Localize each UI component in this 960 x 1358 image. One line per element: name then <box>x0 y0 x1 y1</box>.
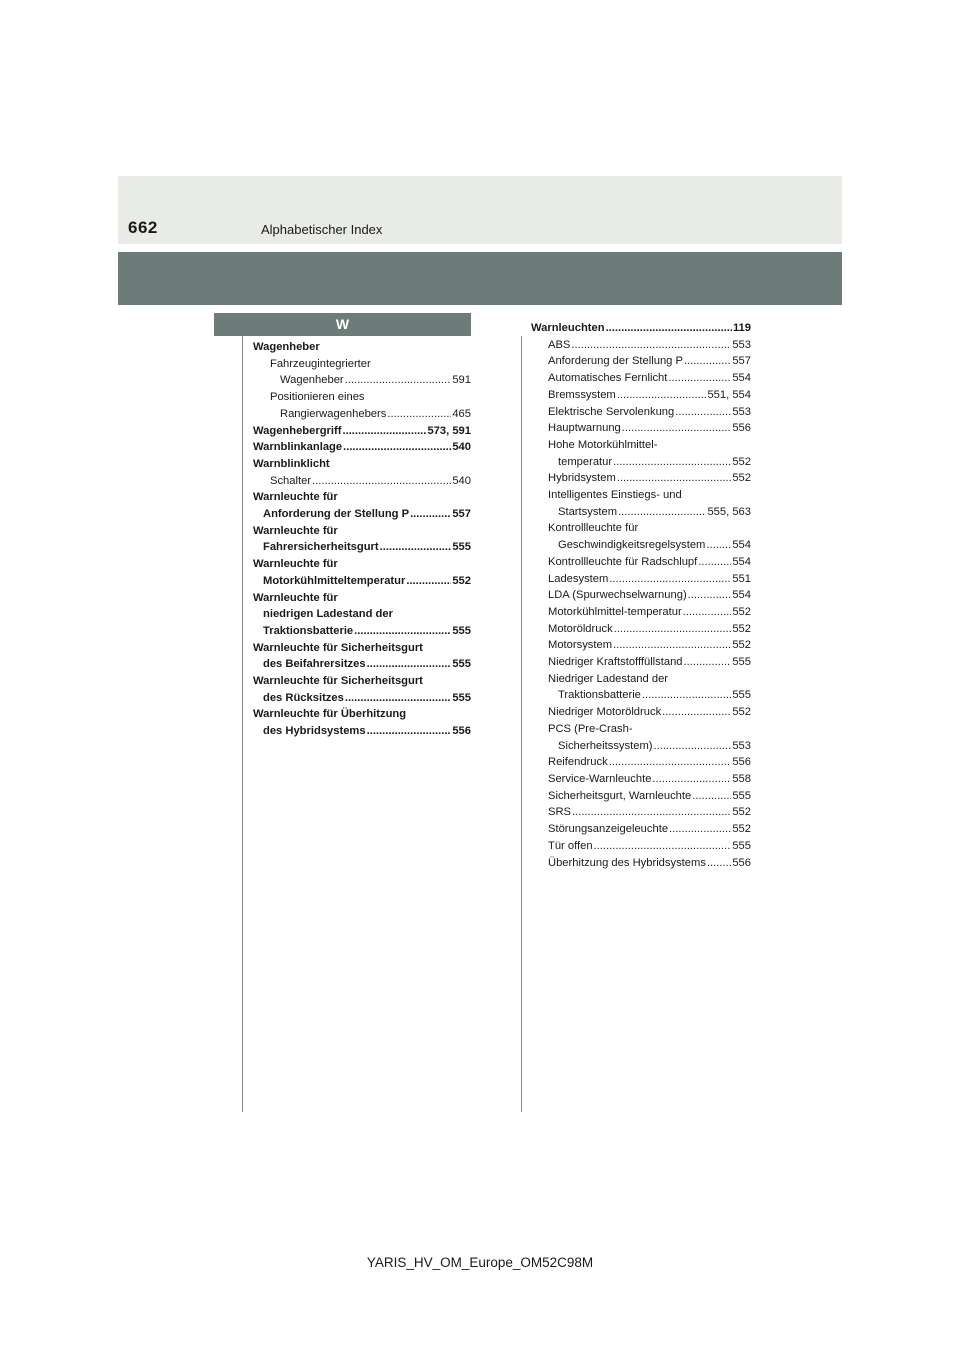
index-subentry-continuation <box>531 537 751 554</box>
entry-label: des Beifahrersitzes <box>263 658 366 671</box>
page-ref: 554 <box>732 539 751 552</box>
index-entry-continuation <box>253 623 471 640</box>
index-subentry <box>531 420 751 437</box>
index-subentry: Hohe Motorkühlmittel- <box>548 438 658 451</box>
page-ref: 540 <box>452 474 471 487</box>
page-ref: 553 <box>732 338 751 351</box>
page-ref: 554 <box>732 555 751 568</box>
index-subentry <box>531 788 751 805</box>
index-subentry <box>531 771 751 788</box>
page-ref: 556 <box>452 725 471 738</box>
index-subentry <box>531 554 751 571</box>
index-subentry <box>531 637 751 654</box>
index-subentry <box>531 804 751 821</box>
index-entry: Warnleuchte für <box>253 491 338 504</box>
entry-label: Fahrersicherheitsgurt <box>263 541 379 554</box>
dot-leader <box>675 404 731 421</box>
dot-leader <box>342 423 426 440</box>
index-entry-continuation <box>253 506 471 523</box>
entry-label: Wagenhebergriff <box>253 424 342 437</box>
dot-leader <box>614 621 732 638</box>
index-subentry <box>531 821 751 838</box>
dot-leader <box>312 473 451 490</box>
dot-leader <box>345 690 451 707</box>
dot-leader <box>622 420 732 437</box>
page-ref: 553 <box>732 739 751 752</box>
dot-leader <box>613 454 731 471</box>
page-ref: 555 <box>732 839 751 852</box>
index-subentry-continuation <box>531 738 751 755</box>
index-entry: Wagenheber <box>253 341 320 353</box>
dot-leader <box>684 353 731 370</box>
entry-label: Störungsanzeigeleuchte <box>548 823 669 836</box>
page-number: 662 <box>128 218 158 237</box>
entry-label: Automatisches Fernlicht <box>548 372 668 385</box>
page-ref: 119 <box>732 322 751 334</box>
page-ref: 555 <box>732 656 751 669</box>
dot-leader <box>698 554 731 571</box>
index-entry: Warnleuchte für Sicherheitsgurt <box>253 675 423 688</box>
left-index-column <box>253 339 471 740</box>
index-subentry: Kontrollleuchte für <box>548 522 639 535</box>
dot-leader <box>343 439 451 456</box>
index-entry-continuation <box>253 656 471 673</box>
entry-label: Motorsystem <box>548 639 613 652</box>
dot-leader <box>594 838 732 855</box>
page-ref: 555 <box>732 689 751 702</box>
page-ref: 555 <box>452 691 471 704</box>
index-subentry <box>253 406 471 423</box>
dot-leader <box>618 504 706 521</box>
letter-heading: W <box>214 313 471 336</box>
dot-leader <box>345 372 452 389</box>
index-subentry <box>253 473 471 490</box>
dot-leader <box>706 537 731 554</box>
dot-leader <box>572 804 731 821</box>
entry-label: Traktionsbatterie <box>263 624 354 637</box>
dot-leader <box>380 539 452 556</box>
entry-label: Anforderung der Stellung P <box>263 508 410 521</box>
dot-leader <box>410 506 451 523</box>
page-ref: 551 <box>732 572 751 585</box>
entry-label: Motorkühlmitteltemperatur <box>263 574 406 587</box>
right-column-divider <box>521 336 522 1112</box>
index-subentry <box>531 754 751 771</box>
dot-leader <box>662 704 731 721</box>
index-subentry <box>531 337 751 354</box>
dot-leader <box>642 687 731 704</box>
entry-label: Warnblinkanlage <box>253 441 343 454</box>
dot-leader <box>367 723 452 740</box>
index-subentry <box>531 404 751 421</box>
dot-leader <box>606 320 732 337</box>
index-subentry-continuation <box>531 454 751 471</box>
index-entry <box>253 439 471 456</box>
left-column-divider <box>242 336 243 1112</box>
page-ref: 555 <box>452 624 471 637</box>
entry-label: Geschwindigkeitsregelsystem <box>558 539 706 552</box>
dot-leader <box>668 370 731 387</box>
page-ref: 552 <box>452 574 471 587</box>
index-entry: Warnleuchte für Sicherheitsgurt <box>253 641 423 654</box>
index-subentry <box>253 372 471 389</box>
entry-label: Hybridsystem <box>548 472 616 485</box>
index-subentry: PCS (Pre-Crash- <box>548 722 633 735</box>
entry-label: Startsystem <box>558 505 618 518</box>
page-ref: 555 <box>452 658 471 671</box>
index-subentry <box>531 855 751 872</box>
dot-leader <box>406 573 451 590</box>
page-ref: 465 <box>452 407 471 420</box>
entry-label: Hauptwarnung <box>548 422 621 435</box>
dot-leader <box>571 337 731 354</box>
page-ref: 552 <box>732 706 751 719</box>
dot-leader <box>669 821 731 838</box>
index-subentry: Positionieren eines <box>270 391 365 404</box>
index-entry-continuation <box>253 723 471 740</box>
index-subentry <box>531 387 751 404</box>
index-entry: Warnleuchte für <box>253 524 338 537</box>
page-ref: 573, 591 <box>427 424 471 437</box>
document-id-footer: YARIS_HV_OM_Europe_OM52C98M <box>366 1255 594 1270</box>
index-subentry <box>531 353 751 370</box>
entry-label: Rangierwagenhebers <box>280 407 387 420</box>
entry-label: ABS <box>548 338 571 351</box>
dot-leader <box>692 788 731 805</box>
page-ref: 551, 554 <box>707 388 751 401</box>
index-subentry-continuation <box>531 687 751 704</box>
index-entry: Warnleuchte für <box>253 591 338 604</box>
page-ref: 552 <box>732 622 751 635</box>
dot-leader <box>387 406 451 423</box>
index-subentry <box>531 470 751 487</box>
entry-label: Traktionsbatterie <box>558 689 641 702</box>
dot-leader <box>707 855 731 872</box>
dot-leader <box>613 637 731 654</box>
index-subentry: Fahrzeugintegrierter <box>270 357 371 370</box>
index-entry-continuation <box>253 573 471 590</box>
dot-leader <box>367 656 452 673</box>
index-entry: Warnleuchte für <box>253 558 338 571</box>
index-entry <box>253 423 471 440</box>
dot-leader <box>688 587 732 604</box>
index-subentry <box>531 704 751 721</box>
page-ref: 555, 563 <box>707 505 751 518</box>
page-ref: 556 <box>732 756 751 769</box>
entry-label: Niedriger Kraftstofffüllstand <box>548 656 683 669</box>
entry-label: Ladesystem <box>548 572 609 585</box>
entry-label: des Hybridsystems <box>263 725 366 738</box>
entry-label: Schalter <box>270 474 312 487</box>
page-ref: 553 <box>732 405 751 418</box>
index-subentry <box>531 571 751 588</box>
page-ref: 555 <box>732 789 751 802</box>
index-entry-continuation <box>253 690 471 707</box>
page-ref: 552 <box>732 455 751 468</box>
page-ref: 552 <box>732 605 751 618</box>
page-ref: 552 <box>732 639 751 652</box>
entry-label: Niedriger Motoröldruck <box>548 706 662 719</box>
entry-label: Sicherheitsgurt, Warnleuchte <box>548 789 692 802</box>
page-ref: 554 <box>732 589 751 602</box>
page-ref: 552 <box>732 806 751 819</box>
index-entry: Warnleuchte für Überhitzung <box>253 708 407 721</box>
index-entry: Warnblinklicht <box>253 457 330 470</box>
dot-leader <box>609 754 732 771</box>
right-index-column <box>531 320 751 871</box>
entry-label: Elektrische Servolenkung <box>548 405 675 418</box>
entry-label: Wagenheber <box>280 374 344 387</box>
dot-leader <box>617 387 707 404</box>
page-ref: 556 <box>732 422 751 435</box>
index-subentry: Intelligentes Einstiegs- und <box>548 489 682 502</box>
entry-label: des Rücksitzes <box>263 691 344 704</box>
page-ref: 555 <box>452 541 471 554</box>
dot-leader <box>683 604 732 621</box>
index-subentry <box>531 604 751 621</box>
index-subentry <box>531 838 751 855</box>
entry-label: Reifendruck <box>548 756 608 769</box>
page-ref: 552 <box>732 472 751 485</box>
dot-leader <box>609 571 731 588</box>
entry-label: SRS <box>548 806 572 819</box>
dot-leader <box>652 771 731 788</box>
page-ref: 558 <box>732 772 751 785</box>
index-entry <box>531 320 751 337</box>
page-ref: 591 <box>452 374 471 387</box>
index-entry-continuation: niedrigen Ladestand der <box>263 608 393 621</box>
page-ref: 557 <box>452 508 471 521</box>
page-header <box>118 176 842 244</box>
index-subentry <box>531 621 751 638</box>
header-banner <box>118 252 842 305</box>
page-ref: 554 <box>732 372 751 385</box>
entry-label: temperatur <box>558 455 613 468</box>
entry-label: Sicherheitssystem) <box>558 739 653 752</box>
entry-label: Service-Warnleuchte <box>548 772 652 785</box>
entry-label: Bremssystem <box>548 388 616 401</box>
entry-label: Motoröldruck <box>548 622 613 635</box>
entry-label: Warnleuchten <box>531 322 605 334</box>
entry-label: Kontrollleuchte für Radschlupf <box>548 555 698 568</box>
index-subentry <box>531 587 751 604</box>
page-ref: 556 <box>732 856 751 869</box>
index-subentry <box>531 654 751 671</box>
section-title: Alphabetischer Index <box>261 222 383 237</box>
page-ref: 552 <box>732 823 751 836</box>
index-subentry: Niedriger Ladestand der <box>548 672 669 685</box>
dot-leader <box>617 470 732 487</box>
page-ref: 540 <box>452 441 471 454</box>
index-subentry <box>531 370 751 387</box>
entry-label: Tür offen <box>548 839 593 852</box>
page-ref: 557 <box>732 355 751 368</box>
index-subentry-continuation <box>531 504 751 521</box>
entry-label: LDA (Spurwechselwarnung) <box>548 589 687 602</box>
dot-leader <box>354 623 451 640</box>
dot-leader <box>654 738 732 755</box>
entry-label: Anforderung der Stellung P <box>548 355 683 368</box>
dot-leader <box>684 654 732 671</box>
entry-label: Überhitzung des Hybridsystems <box>548 856 706 869</box>
index-entry-continuation <box>253 539 471 556</box>
entry-label: Motorkühlmittel-temperatur <box>548 605 682 618</box>
